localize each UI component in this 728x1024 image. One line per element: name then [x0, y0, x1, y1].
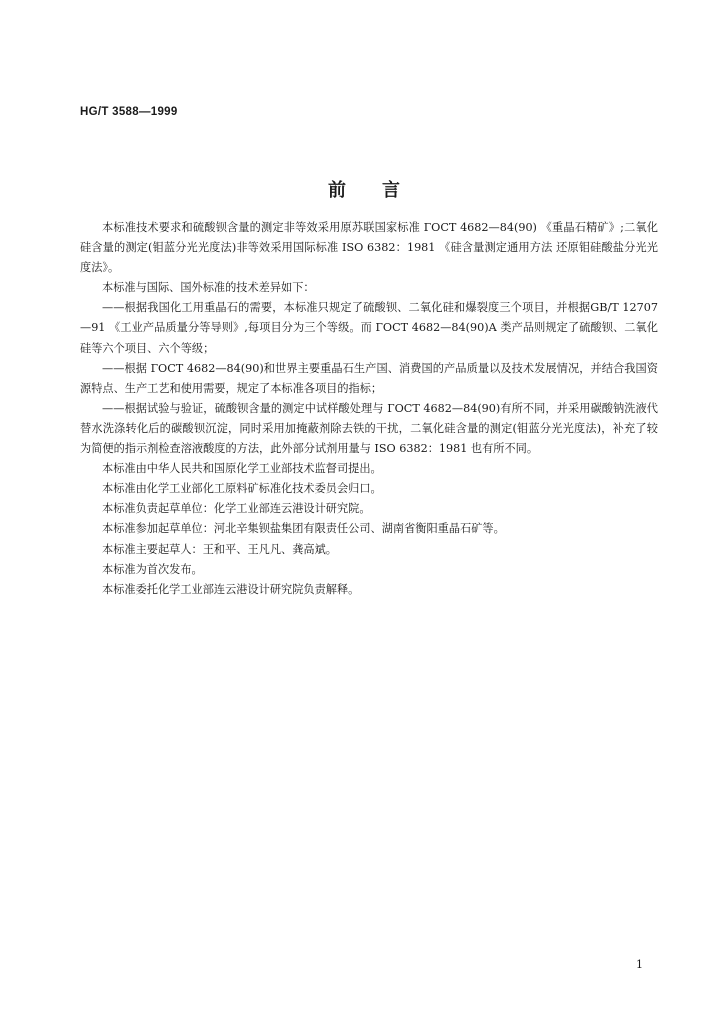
paragraph-adoption: 本标准技术要求和硫酸钡含量的测定非等效采用原苏联国家标准 ГОСТ 4682—84(90) 《重晶石精矿》;二氧化硅含量的测定(钼蓝分光光度法)非等效采用国际标准 ISO 6382：1981 《硅含量测定通用方法 还原钼硅酸盐分光光度法》。 — [80, 221, 658, 275]
paragraph-centralized-by: 本标准由化学工业部化工原料矿标准化技术委员会归口。 — [102, 482, 382, 496]
paragraph-first-release: 本标准为首次发布。 — [102, 562, 203, 576]
paragraph-difference-2: ——根据 ГОСТ 4682—84(90)和世界主要重晶石生产国、消费国的产品质量以及技术发展情况，并结合我国资源特点、生产工艺和使用需要，规定了本标准各项目的指标； — [80, 361, 658, 395]
standard-code: HG/T 3588—1999 — [80, 106, 178, 118]
page-title: 前言 — [328, 180, 436, 201]
paragraph-difference-1: ——根据我国化工用重晶石的需要，本标准只规定了硫酸钡、二氧化硅和爆裂度三个项目，并根据GB/T 12707—91 《工业产品质量分等导则》,每项目分为三个等级。而 ГОСТ 4682—84(90)A 类产品则规定了硫酸钡、二氧化硅等六个项目、六个等级； — [80, 301, 658, 355]
paragraph-differences-intro: 本标准与国际、国外标准的技术差异如下： — [102, 281, 315, 295]
page-number: 1 — [636, 958, 643, 971]
paragraph-main-drafters: 本标准主要起草人：王和平、王凡凡、龚高斌。 — [102, 542, 337, 556]
foreword-body — [80, 218, 658, 600]
paragraph-drafting-unit: 本标准负责起草单位：化学工业部连云港设计研究院。 — [102, 502, 371, 516]
paragraph-difference-3: ——根据试验与验证，硫酸钡含量的测定中试样酸处理与 ГОСТ 4682—84(90)有所不同，并采用碳酸钠洗液代替水洗涤转化后的碳酸钡沉淀，同时采用加掩蔽剂除去铁的干扰，二氧化硅含量的测定(钼蓝分光光度法)，补充了较为简便的指示剂检查溶液酸度的方法，此外部分试剂用量与 ISO 6382：1981 也有所不同。 — [80, 401, 658, 456]
paragraph-participating-units: 本标准参加起草单位：河北辛集钡盐集团有限责任公司、湖南省衡阳重晶石矿等。 — [102, 522, 505, 536]
paragraph-interpretation: 本标准委托化学工业部连云港设计研究院负责解释。 — [102, 582, 360, 596]
paragraph-proposed-by: 本标准由中华人民共和国原化学工业部技术监督司提出。 — [102, 462, 382, 476]
